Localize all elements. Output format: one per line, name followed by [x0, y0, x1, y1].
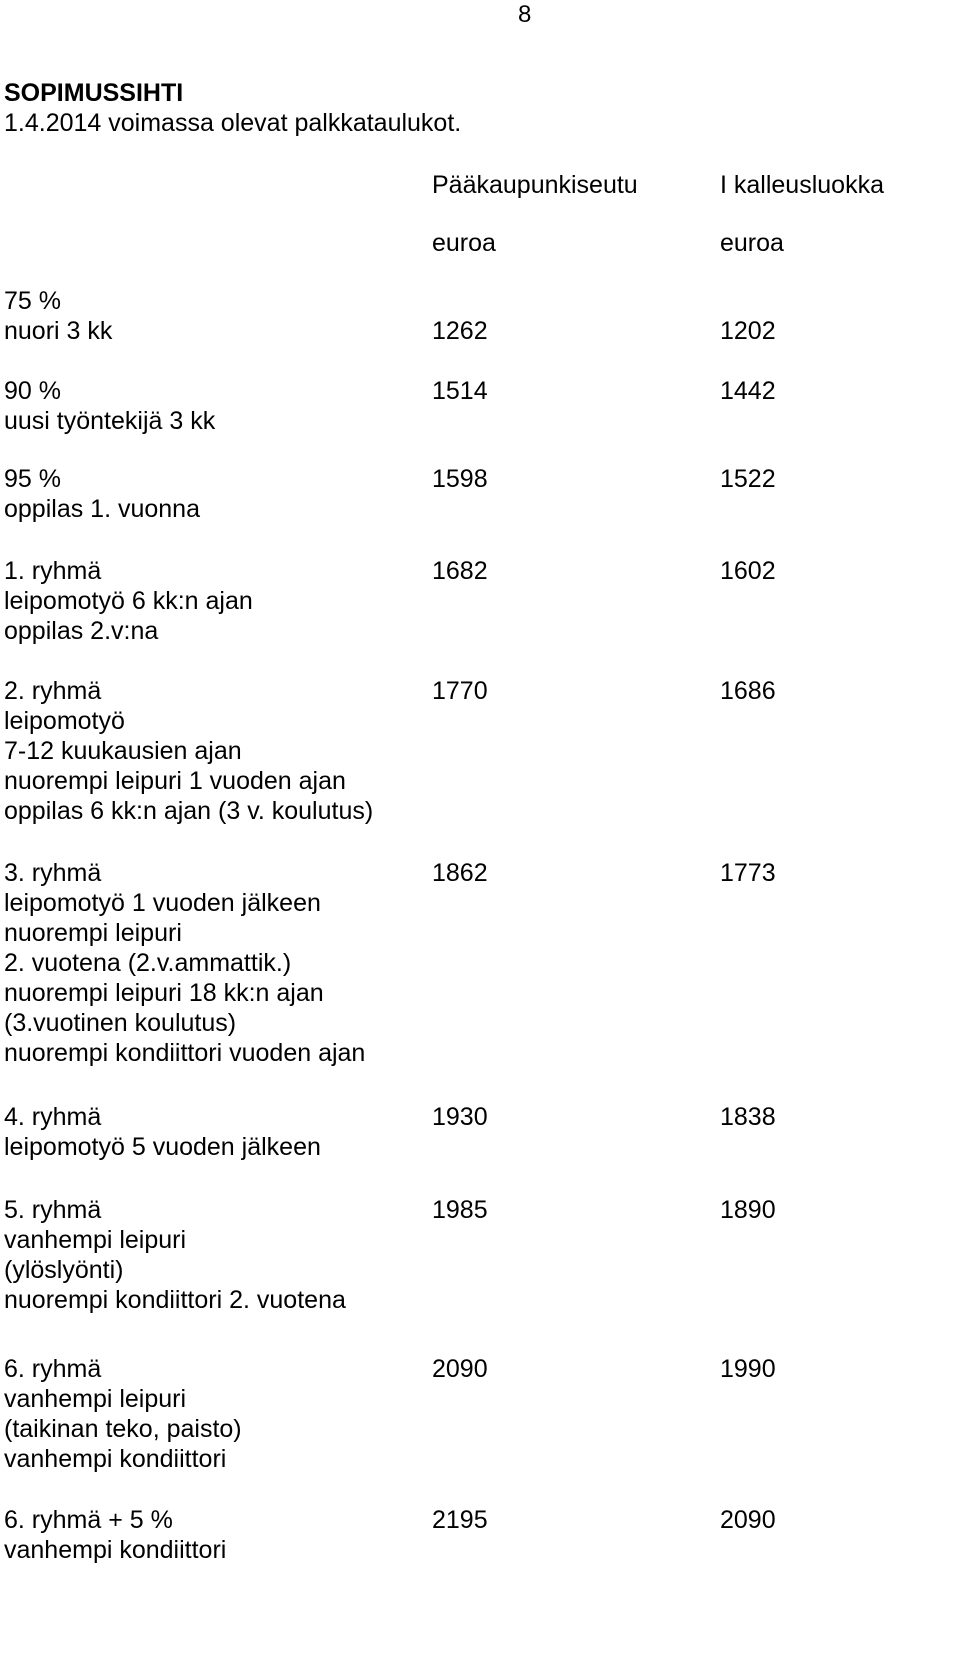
row-label-line: 7-12 kuukausien ajan — [4, 737, 242, 765]
value-paakaupunkiseutu: 2090 — [432, 1355, 488, 1383]
column-unit-kalleusluokka: euroa — [720, 229, 784, 257]
document-subtitle: 1.4.2014 voimassa olevat palkkataulukot. — [4, 109, 462, 137]
value-kalleusluokka: 1838 — [720, 1103, 776, 1131]
row-label — [4, 556, 253, 646]
value-paakaupunkiseutu: 1930 — [432, 1103, 488, 1131]
row-label-line: leipomotyö 6 kk:n ajan — [4, 587, 253, 615]
row-label — [4, 376, 215, 436]
row-label-line: nuori 3 kk — [4, 317, 113, 345]
row-label-line: 6. ryhmä + 5 % — [4, 1506, 173, 1534]
row-label — [4, 858, 365, 1068]
row-label-line: nuorempi kondiittori 2. vuotena — [4, 1286, 346, 1314]
row-label-line: nuorempi leipuri 1 vuoden ajan — [4, 767, 346, 795]
row-label-line: oppilas 2.v:na — [4, 617, 159, 645]
value-paakaupunkiseutu: 2195 — [432, 1506, 488, 1534]
value-paakaupunkiseutu: 1598 — [432, 465, 488, 493]
row-label-line: vanhempi kondiittori — [4, 1445, 227, 1473]
row-label-line: 90 % — [4, 377, 61, 405]
row-label — [4, 1354, 242, 1474]
row-label-line: (3.vuotinen koulutus) — [4, 1009, 237, 1037]
row-label-line: 4. ryhmä — [4, 1103, 102, 1131]
row-label — [4, 464, 200, 524]
row-label-line: 5. ryhmä — [4, 1196, 102, 1224]
value-kalleusluokka: 1522 — [720, 465, 776, 493]
value-kalleusluokka: 1442 — [720, 377, 776, 405]
column-header-kalleusluokka: I kalleusluokka — [720, 171, 884, 199]
value-paakaupunkiseutu: 1682 — [432, 557, 488, 585]
page-number: 8 — [518, 1, 532, 28]
row-label-line: leipomotyö 5 vuoden jälkeen — [4, 1133, 321, 1161]
row-label — [4, 286, 112, 346]
document-title: SOPIMUSSIHTI — [4, 79, 184, 107]
row-label — [4, 676, 373, 826]
column-header-paakaupunkiseutu: Pääkaupunkiseutu — [432, 171, 638, 199]
row-label-line: 3. ryhmä — [4, 859, 102, 887]
row-label-line: 95 % — [4, 465, 61, 493]
value-paakaupunkiseutu: 1770 — [432, 677, 488, 705]
value-kalleusluokka: 1686 — [720, 677, 776, 705]
row-label-line: nuorempi leipuri — [4, 919, 182, 947]
row-label-line: (ylöslyönti) — [4, 1256, 124, 1284]
row-label-line: leipomotyö 1 vuoden jälkeen — [4, 889, 321, 917]
value-paakaupunkiseutu: 1985 — [432, 1196, 488, 1224]
row-label-line: (taikinan teko, paisto) — [4, 1415, 242, 1443]
row-label — [4, 1505, 226, 1565]
value-kalleusluokka: 1202 — [720, 317, 776, 345]
row-label-line: vanhempi leipuri — [4, 1226, 187, 1254]
row-label-line: 2. ryhmä — [4, 677, 102, 705]
row-label-line: nuorempi kondiittori vuoden ajan — [4, 1039, 366, 1067]
row-label-line: vanhempi kondiittori — [4, 1536, 227, 1564]
row-label-line: 6. ryhmä — [4, 1355, 102, 1383]
row-label-line: nuorempi leipuri 18 kk:n ajan — [4, 979, 324, 1007]
value-kalleusluokka: 2090 — [720, 1506, 776, 1534]
row-label-line: leipomotyö — [4, 707, 125, 735]
row-label-line: 2. vuotena (2.v.ammattik.) — [4, 949, 292, 977]
row-label-line: vanhempi leipuri — [4, 1385, 187, 1413]
row-label-line: oppilas 6 kk:n ajan (3 v. koulutus) — [4, 797, 374, 825]
value-kalleusluokka: 1990 — [720, 1355, 776, 1383]
row-label-line: 75 % — [4, 287, 61, 315]
row-label-line: oppilas 1. vuonna — [4, 495, 200, 523]
value-paakaupunkiseutu: 1514 — [432, 377, 488, 405]
value-kalleusluokka: 1773 — [720, 859, 776, 887]
row-label — [4, 1195, 346, 1315]
value-paakaupunkiseutu: 1262 — [432, 317, 488, 345]
row-label — [4, 1102, 321, 1162]
row-label-line: uusi työntekijä 3 kk — [4, 407, 216, 435]
column-unit-paakaupunkiseutu: euroa — [432, 229, 496, 257]
row-label-line: 1. ryhmä — [4, 557, 102, 585]
value-paakaupunkiseutu: 1862 — [432, 859, 488, 887]
value-kalleusluokka: 1602 — [720, 557, 776, 585]
value-kalleusluokka: 1890 — [720, 1196, 776, 1224]
